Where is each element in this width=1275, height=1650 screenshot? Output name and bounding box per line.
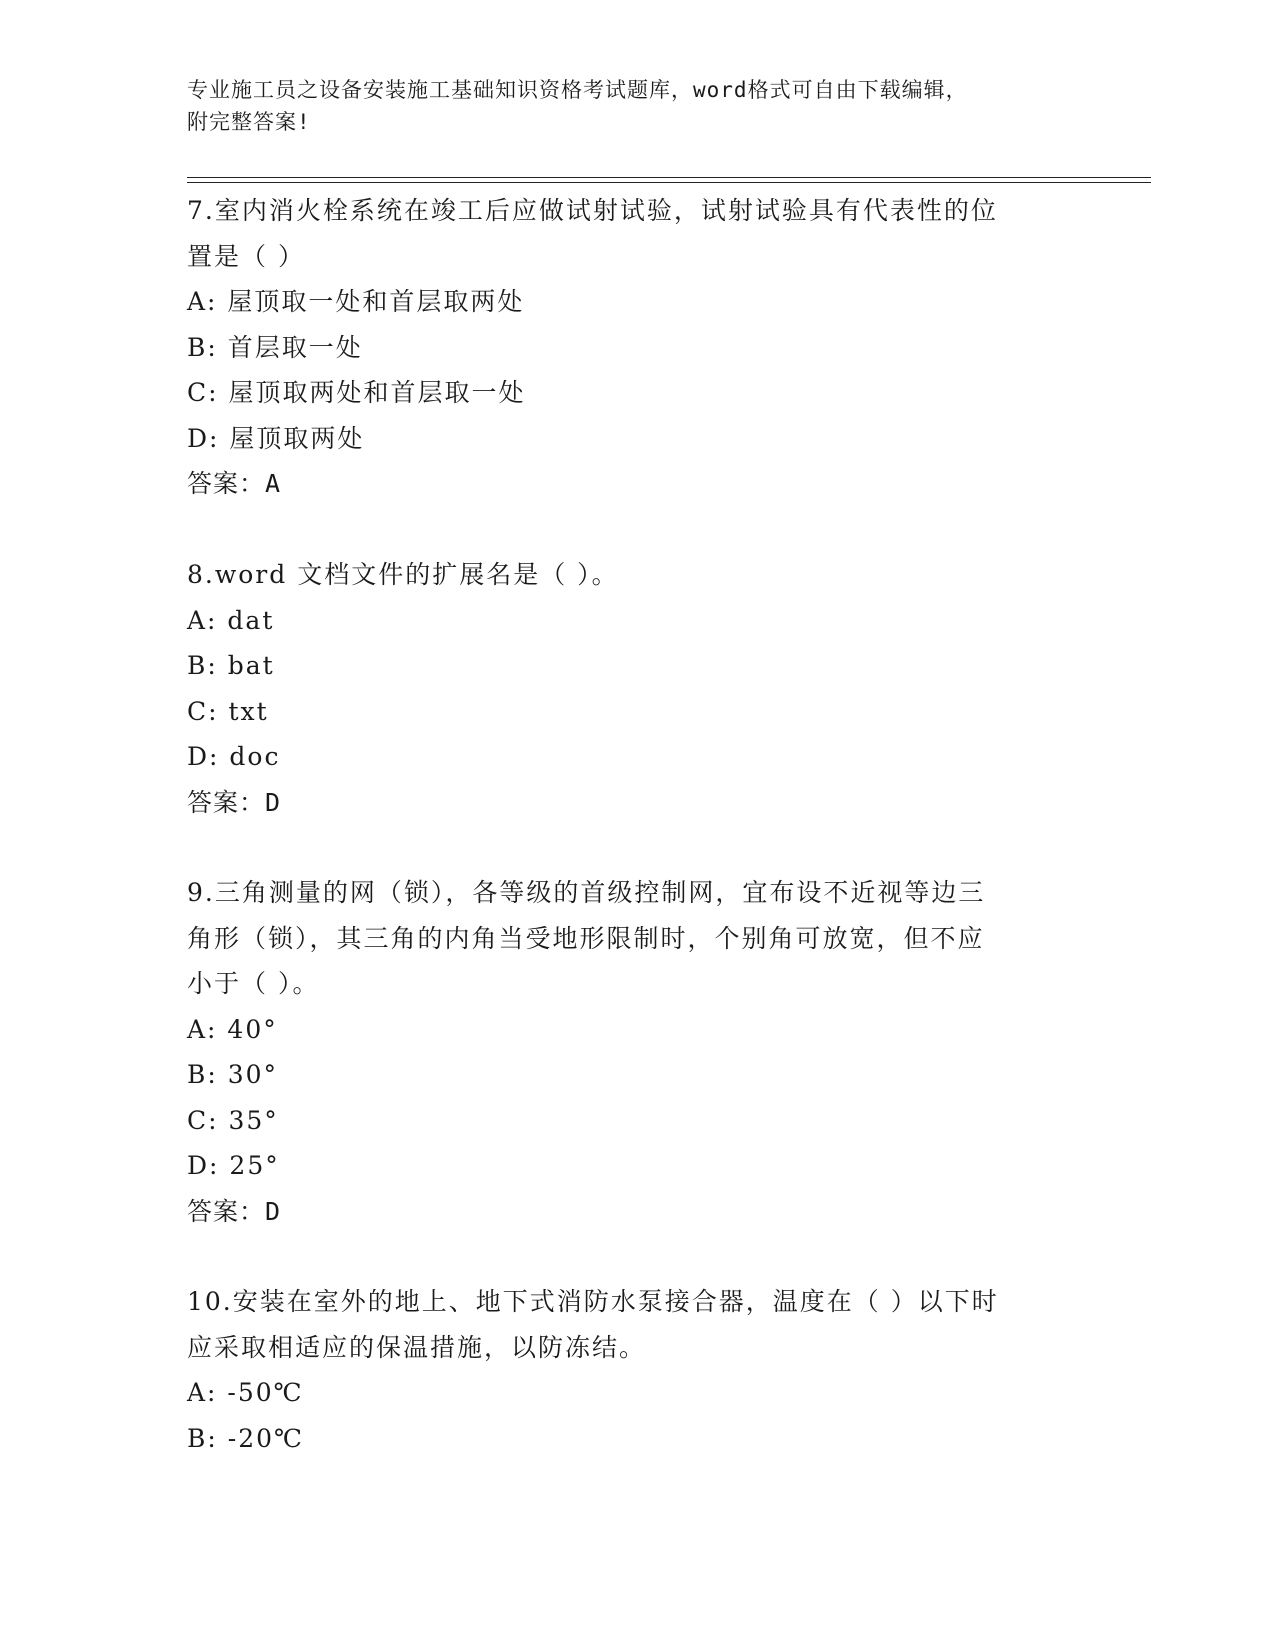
question-9 (187, 870, 1067, 1234)
option-a: A: 40° (187, 1014, 278, 1044)
question-stem-line: 应采取相适应的保温措施，以防冻结。 (187, 1332, 647, 1362)
option-b: B: -20℃ (187, 1423, 304, 1453)
option-c: C: 屋顶取两处和首层取一处 (187, 378, 526, 407)
header-divider-bottom (187, 182, 1151, 183)
option-b: B: bat (187, 651, 275, 680)
question-10 (187, 1279, 1067, 1461)
question-stem-line: 9.三角测量的网（锁），各等级的首级控制网，宜布设不近视等边三 (187, 878, 986, 907)
option-a: A: dat (187, 605, 275, 635)
question-stem-line: 小于（ ）。 (187, 969, 320, 998)
question-stem-line: 7.室内消火栓系统在竣工后应做试射试验，试射试验具有代表性的位 (187, 196, 998, 225)
option-d: D: 屋顶取两处 (187, 423, 365, 453)
option-a: A: 屋顶取一处和首层取两处 (187, 287, 525, 316)
question-stem-line: 10.安装在室外的地上、地下式消防水泵接合器，温度在（ ）以下时 (187, 1287, 999, 1316)
option-a: A: -50℃ (187, 1378, 304, 1407)
option-b: B: 首层取一处 (187, 332, 363, 362)
header-divider-top (187, 177, 1151, 178)
header-line-2: 附完整答案! (187, 110, 311, 134)
option-c: C: txt (187, 696, 269, 726)
question-7 (187, 188, 1067, 507)
answer: 答案：D (187, 787, 282, 817)
question-stem-line: 角形（锁），其三角的内角当受地形限制时，个别角可放宽，但不应 (187, 923, 985, 953)
question-stem-line: 8.word 文档文件的扩展名是（ ）。 (187, 560, 619, 589)
document-header (187, 74, 1067, 138)
option-c: C: 35° (187, 1105, 279, 1135)
header-line-1: 专业施工员之设备安装施工基础知识资格考试题库，word格式可自由下载编辑， (187, 78, 968, 102)
answer: 答案：D (187, 1196, 282, 1226)
answer: 答案：A (187, 469, 282, 498)
question-stem-line: 置是（ ） (187, 241, 305, 271)
option-b: B: 30° (187, 1060, 279, 1089)
option-d: D: 25° (187, 1151, 280, 1180)
option-d: D: doc (187, 742, 281, 771)
question-8 (187, 552, 1067, 825)
